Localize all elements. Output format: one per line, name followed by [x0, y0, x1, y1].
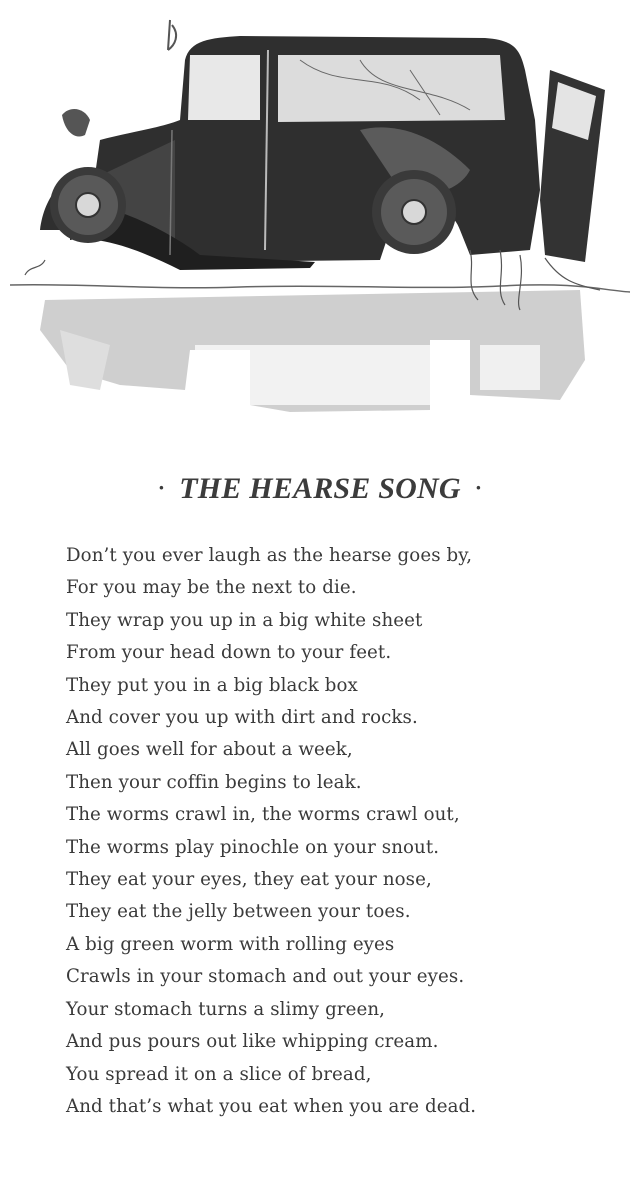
poem-line: Don’t you ever laugh as the hearse goes by, — [66, 545, 473, 566]
poem-line: And that’s what you eat when you are dead. — [66, 1095, 477, 1117]
poem-line: The worms play pinochle on your snout. — [66, 836, 440, 858]
poem-title — [0, 472, 640, 506]
poem-line: They eat your eyes, they eat your nose, — [66, 869, 432, 891]
poem-line: Your stomach turns a slimy green, — [66, 998, 386, 1020]
poem-line: They wrap you up in a big white sheet — [66, 609, 423, 631]
hearse-car-icon — [0, 0, 640, 440]
poem-line: A big green worm with rolling eyes — [66, 933, 395, 955]
poem-line: Crawls in your stomach and out your eyes. — [66, 966, 465, 988]
title-ornament-left: · — [157, 475, 166, 501]
hearse-illustration — [0, 0, 640, 440]
poem-line: And cover you up with dirt and rocks. — [66, 707, 418, 729]
title-ornament-right: · — [474, 475, 483, 501]
poem-line: Then your coffin begins to leak. — [66, 771, 362, 793]
title-text: THE HEARSE SONG — [179, 472, 461, 505]
poem-line: For you may be the next to die. — [66, 577, 357, 599]
poem-line: You spread it on a slice of bread, — [66, 1063, 372, 1085]
poem-line: They put you in a big black box — [66, 674, 358, 696]
poem-line: They eat the jelly between your toes. — [66, 901, 411, 923]
poem-line: The worms crawl in, the worms crawl out, — [66, 804, 460, 826]
poem-line: All goes well for about a week, — [66, 739, 353, 761]
poem-body — [66, 540, 626, 1123]
poem-line: And pus pours out like whipping cream. — [66, 1031, 439, 1053]
poem-line: From your head down to your feet. — [66, 642, 392, 664]
